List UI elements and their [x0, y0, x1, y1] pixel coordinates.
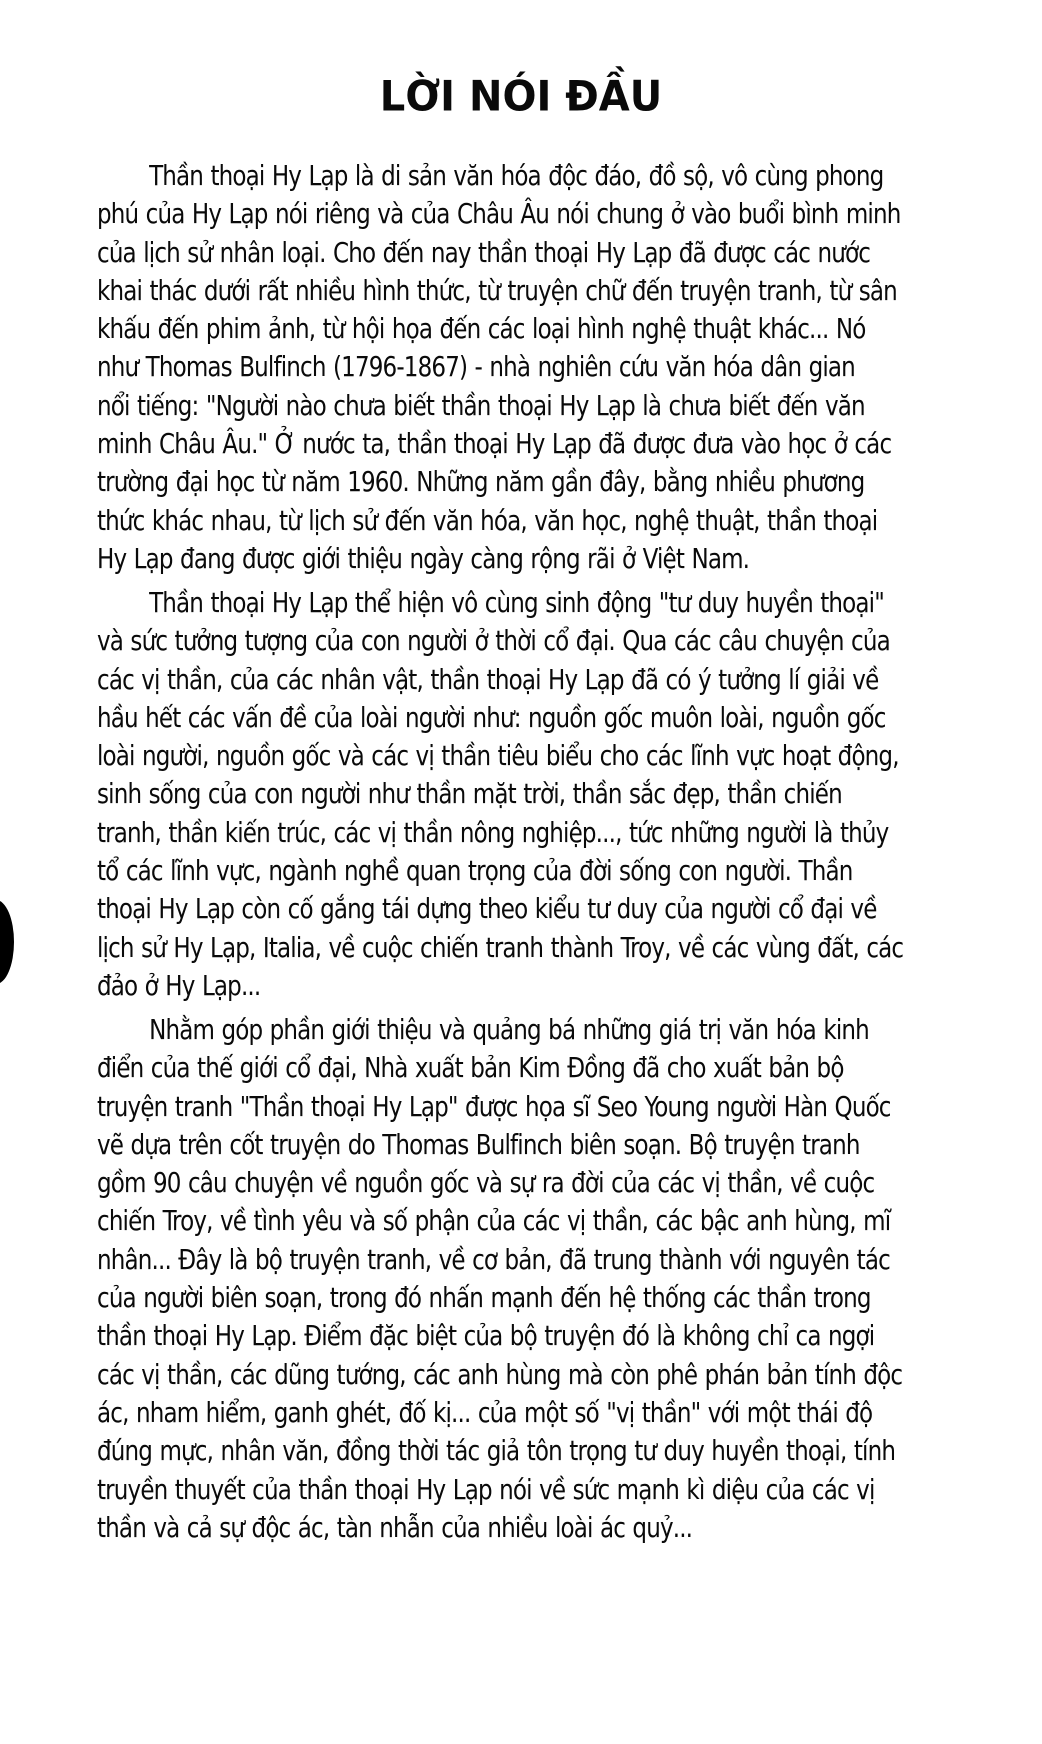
text-line: chiến Troy, về tình yêu và số phận của các vị thần, các bậc anh hùng, mĩ [97, 1205, 891, 1238]
text-line: tổ các lĩnh vực, ngành nghề quan trọng của đời sống con người. Thần [97, 855, 853, 888]
text-line: thoại Hy Lạp còn cố gắng tái dựng theo kiểu tư duy của người cổ đại về [97, 893, 877, 926]
text-line: truyện tranh "Thần thoại Hy Lạp" được họa sĩ Seo Young người Hàn Quốc [97, 1090, 891, 1123]
text-line: thần và cả sự độc ác, tàn nhẫn của nhiều loài ác quỷ... [97, 1511, 693, 1544]
text-line: các vị thần, của các nhân vật, thần thoại Hy Lạp đã có ý tưởng lí giải về [97, 663, 879, 696]
text-line: ác, nham hiểm, ganh ghét, đố kị... của một số "vị thần" với một thái độ [97, 1396, 873, 1429]
page-title: LỜI NÓI ĐẦU [379, 72, 663, 122]
text-line: trường đại học từ năm 1960. Những năm gần đây, bằng nhiều phương [97, 466, 865, 499]
text-line: minh Châu Âu." Ở nước ta, thần thoại Hy Lạp đã được đưa vào học ở các [97, 428, 892, 461]
text-line: Thần thoại Hy Lạp thể hiện vô cùng sinh động "tư duy huyền thoại" [149, 587, 884, 619]
page-edge-mark [0, 900, 14, 984]
text-line: khấu đến phim ảnh, từ hội họa đến các loại hình nghệ thuật khác... Nó [97, 313, 866, 346]
text-line: của người biên soạn, trong đó nhấn mạnh đến hệ thống các thần trong [97, 1282, 871, 1315]
text-line: như Thomas Bulfinch (1796-1867) - nhà nghiên cứu văn hóa dân gian [97, 351, 855, 384]
text-line: vẽ dựa trên cốt truyện do Thomas Bulfinch biên soạn. Bộ truyện tranh [97, 1128, 860, 1161]
text-line: loài người, nguồn gốc và các vị thần tiêu biểu cho các lĩnh vực hoạt động, [97, 740, 899, 773]
text-line: nhân... Đây là bộ truyện tranh, về cơ bản, đã trung thành với nguyên tác [97, 1243, 890, 1276]
text-line: của lịch sử nhân loại. Cho đến nay thần thoại Hy Lạp đã được các nước [97, 236, 871, 269]
text-line: hầu hết các vấn đề của loài người như: nguồn gốc muôn loài, nguồn gốc [97, 701, 886, 734]
text-line: Nhằm góp phần giới thiệu và quảng bá những giá trị văn hóa kinh [149, 1014, 869, 1046]
text-line: đúng mực, nhân văn, đồng thời tác giả tôn trọng tư duy huyền thoại, tính [97, 1435, 896, 1468]
text-line: điển của thế giới cổ đại, Nhà xuất bản Kim Đồng đã cho xuất bản bộ [97, 1052, 844, 1085]
text-line: đảo ở Hy Lạp... [97, 969, 261, 1002]
text-line: thức khác nhau, từ lịch sử đến văn hóa, văn học, nghệ thuật, thần thoại [97, 504, 878, 537]
text-line: truyền thuyết của thần thoại Hy Lạp nói về sức mạnh kì diệu của các vị [97, 1473, 875, 1506]
text-line: nổi tiếng: "Người nào chưa biết thần thoại Hy Lạp là chưa biết đến văn [97, 389, 865, 422]
text-line: gồm 90 câu chuyện về nguồn gốc và sự ra đời của các vị thần, về cuộc [97, 1167, 875, 1200]
text-line: Hy Lạp đang được giới thiệu ngày càng rộng rãi ở Việt Nam. [97, 542, 750, 575]
paragraph-2 [97, 584, 1042, 1005]
text-line: các vị thần, các dũng tướng, các anh hùng mà còn phê phán bản tính độc [97, 1358, 903, 1391]
text-line: thần thoại Hy Lạp. Điểm đặc biệt của bộ truyện đó là không chỉ ca ngợi [97, 1320, 875, 1353]
paragraph-3 [97, 1011, 1042, 1547]
paragraph-1 [97, 157, 1042, 578]
text-line: tranh, thần kiến trúc, các vị thần nông nghiệp..., tức những người là thủy [97, 816, 889, 849]
text-line: phú của Hy Lạp nói riêng và của Châu Âu nói chung ở vào buổi bình minh [97, 198, 901, 231]
text-line: và sức tưởng tượng của con người ở thời cổ đại. Qua các câu chuyện của [97, 625, 890, 658]
text-line: khai thác dưới rất nhiều hình thức, từ truyện chữ đến truyện tranh, từ sân [97, 274, 897, 307]
text-line: sinh sống của con người như thần mặt trời, thần sắc đẹp, thần chiến [97, 778, 842, 811]
text-line: lịch sử Hy Lạp, Italia, về cuộc chiến tranh thành Troy, về các vùng đất, các [97, 931, 904, 964]
text-line: Thần thoại Hy Lạp là di sản văn hóa độc đáo, đồ sộ, vô cùng phong [149, 160, 884, 192]
